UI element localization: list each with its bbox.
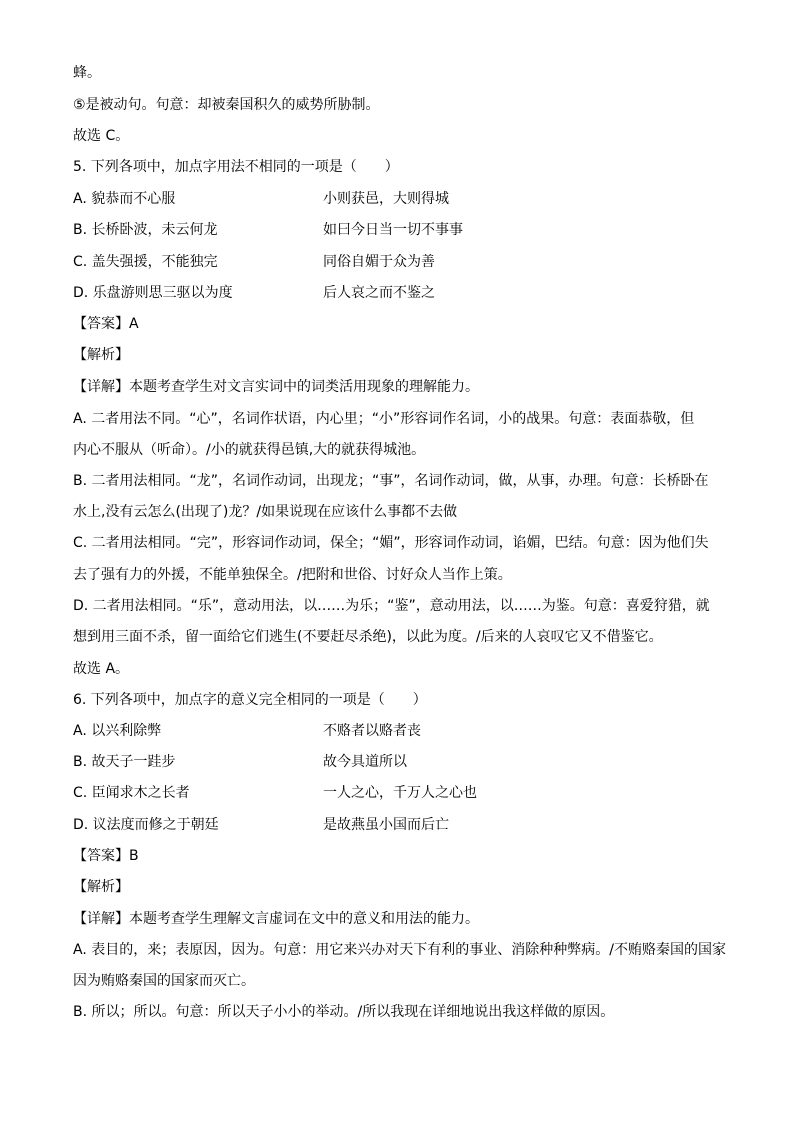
text-line: A. 二者用法不同。“心”，名词作状语，内心里；“小”形容词作名词，小的战果。句意：表面恭敬，但 [73,411,695,427]
q6-option-c-left: C. 臣闻求木之长者 [73,785,190,801]
text-line: B. 二者用法相同。“龙”，名词作动词，出现龙；“事”，名词作动词，做，从事，办理。句意：长桥卧在 [73,473,709,489]
question-6-stem: 6. 下列各项中，加点字的意义完全相同的一项是（ ） [73,692,427,708]
text-line: 水上,没有云怎么(出现了)龙？/如果说现在应该什么事都不去做 [73,504,458,520]
text-line: 故选 A。 [73,661,130,677]
text-line: 故选 C。 [73,128,130,144]
text-line: 【详解】本题考查学生理解文言虚词在文中的意义和用法的能力。 [73,911,479,927]
q5-option-b-left: B. 长桥卧波，未云何龙 [73,222,218,238]
q6-option-a-left: A. 以兴利除弊 [73,723,162,739]
text-line: 因为贿赂秦国的国家而灭亡。 [73,973,255,989]
q5-option-c-right: 同俗自媚于众为善 [323,254,435,270]
q6-option-b-right: 故今具道所以 [323,754,407,770]
text-line: 蜂。 [73,65,101,81]
q6-option-d-left: D. 议法度而修之于朝廷 [73,817,219,833]
analysis-label: 【解析】 [73,347,129,363]
q5-option-a-right: 小则获邑，大则得城 [323,191,449,207]
q5-option-d-left: D. 乐盘游则思三驱以为度 [73,285,233,301]
text-line: 去了强有力的外援，不能单独保全。/把附和世俗、讨好众人当作上策。 [73,567,512,583]
q5-option-b-right: 如曰今日当一切不事事 [323,222,463,238]
q6-option-d-right: 是故燕虽小国而后亡 [323,817,449,833]
answer-label: 【答案】A [73,316,139,332]
question-5-stem: 5. 下列各项中，加点字用法不相同的一项是（ ） [73,159,399,175]
text-line: B. 所以；所以。句意：所以天子小小的举动。/所以我现在详细地说出我这样做的原因。 [73,1004,615,1020]
q6-option-b-left: B. 故天子一跬步 [73,754,176,770]
analysis-label: 【解析】 [73,879,129,895]
text-line: C. 二者用法相同。“完”，形容词作动词，保全；“媚”，形容词作动词，谄媚，巴结。句意：因为他们失 [73,535,709,551]
text-line: 内心不服从（听命）。/小的就获得邑镇,大的就获得城池。 [73,442,426,458]
q5-option-c-left: C. 盖失强援，不能独完 [73,254,218,270]
q6-option-c-right: 一人之心，千万人之心也 [323,785,477,801]
text-line: ⑤是被动句。句意：却被秦国积久的威势所胁制。 [73,97,380,113]
q5-option-d-right: 后人哀之而不鉴之 [323,285,435,301]
q5-option-a-left: A. 貌恭而不心服 [73,191,176,207]
answer-label: 【答案】B [73,848,139,864]
text-line: A. 表目的，来；表原因，因为。句意：用它来兴办对天下有利的事业、消除种种弊病。/不贿赂秦国的国家 [73,942,726,958]
text-line: 想到用三面不杀，留一面给它们逃生(不要赶尽杀绝)，以此为度。/后来的人哀叹它又不借鉴它。 [73,629,663,645]
text-line: D. 二者用法相同。“乐”，意动用法，以……为乐；“鉴”，意动用法，以……为鉴。句意：喜爱狩猎，就 [73,598,710,614]
q6-option-a-right: 不赂者以赂者丧 [323,723,421,739]
text-line: 【详解】本题考查学生对文言实词中的词类活用现象的理解能力。 [73,379,479,395]
